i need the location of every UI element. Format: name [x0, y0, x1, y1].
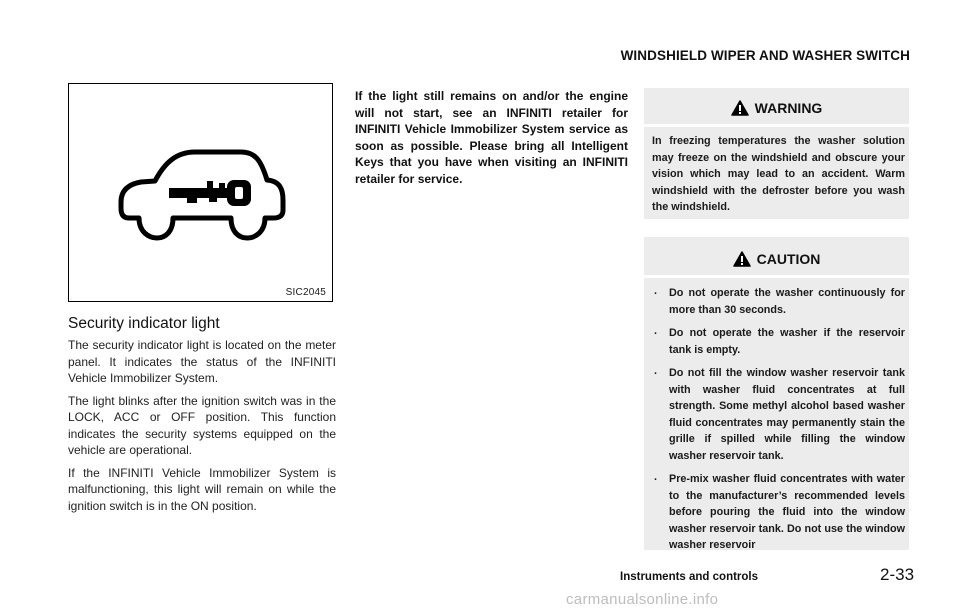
caution-item: . Do not operate the washer continuously for more than 30 seconds.	[652, 285, 905, 318]
body-column	[68, 337, 336, 520]
warning-box	[644, 88, 909, 219]
body-paragraph: The security indicator light is located on the meter panel. It indicates the status of the INFINITI Vehicle Immobilizer System.	[68, 338, 336, 385]
caution-list	[652, 285, 905, 554]
body-paragraph: If the INFINITI Vehicle Immobilizer System is malfunctioning, this light will remain on while the ignition switch is in the ON position.	[68, 465, 336, 513]
caution-icon	[733, 251, 751, 270]
footer-section-name: Instruments and controls	[620, 571, 759, 583]
section-heading: Security indicator light	[68, 315, 220, 332]
warning-icon	[731, 100, 749, 119]
caution-item: . Pre-mix washer fluid concentrates with water to the manufacturer’s recommended levels before pouring the fluid into the window washer reservoir tank. Do not use the window washer reservoir	[652, 471, 905, 554]
warning-title: WARNING	[754, 100, 823, 116]
caution-list-container	[652, 285, 905, 561]
box-divider	[644, 124, 909, 127]
body-paragraph: The light blinks after the ignition switch was in the LOCK, ACC or OFF position. This function indicates the security systems equipped on the vehicle are operational.	[68, 393, 336, 457]
caution-box	[644, 237, 909, 550]
figure-security-indicator	[68, 83, 333, 302]
caution-item: . Do not operate the washer if the reservoir tank is empty.	[652, 325, 905, 358]
watermark: carmanualsonline.info	[566, 591, 719, 608]
footer-page-number: 2-33	[880, 565, 915, 584]
car-key-security-icon	[69, 84, 334, 303]
page-title: WINDSHIELD WIPER AND WASHER SWITCH	[620, 48, 910, 63]
caution-item: . Do not fill the window washer reservoir tank with washer fluid concentrates at full strength. Some methyl alcohol based washer fluid concentrates may permanently stain the grille if spilled while filling the window washer reservoir tank.	[652, 365, 905, 464]
figure-code: SIC2045	[285, 287, 326, 298]
caution-header	[644, 251, 909, 270]
middle-text: If the light still remains on and/or the engine will not start, see an INFINITI retailer for INFINITI Vehicle Immobilizer System service as soon as possible. Please bring all Intelligent Keys that you have when visiting an INFINITI retailer for service.	[355, 89, 628, 186]
warning-text: In freezing temperatures the washer solution may freeze on the windshield and obscure your vision which may lead to an accident. Warm windshield with the defroster before you wash the windshield.	[652, 135, 905, 213]
box-divider	[644, 275, 909, 278]
caution-title: CAUTION	[756, 251, 821, 267]
warning-header	[644, 100, 909, 119]
